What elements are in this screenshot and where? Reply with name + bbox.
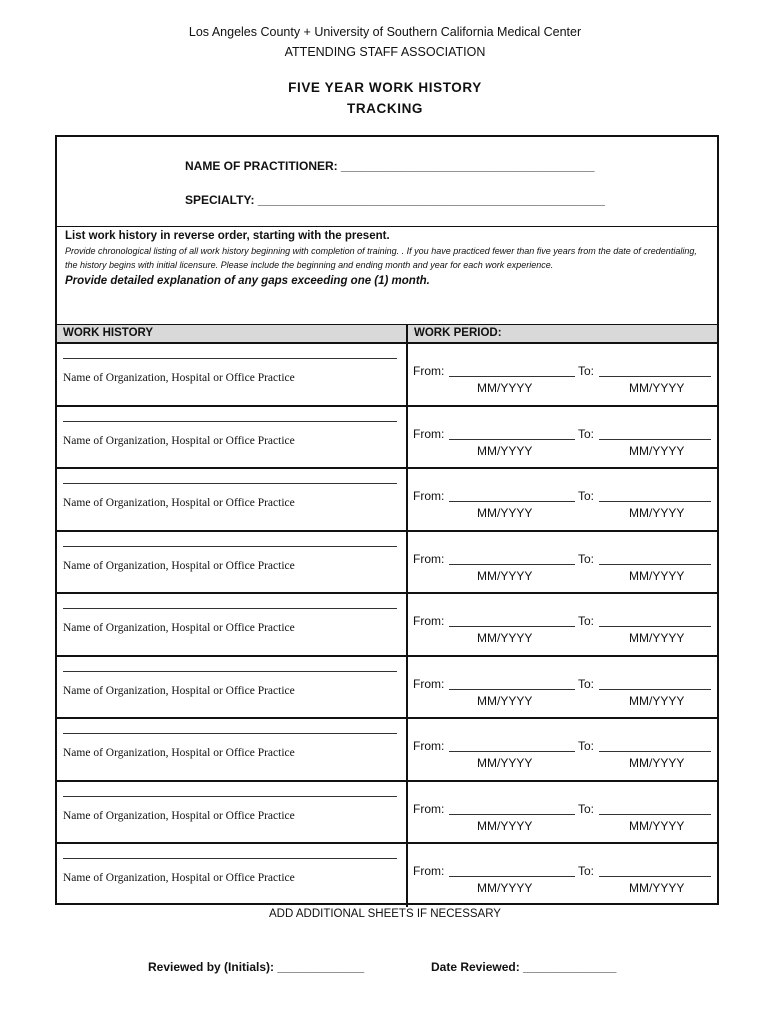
from-label: From:: [413, 614, 445, 628]
to-label: To:: [578, 364, 595, 378]
organization-label: Name of Organization, Hospital or Office Practice: [63, 809, 295, 822]
from-date-input-line[interactable]: [449, 751, 575, 752]
column-divider: [406, 844, 408, 907]
from-date-format-hint: MM/YYYY: [477, 693, 533, 708]
instructions-section: [57, 227, 717, 325]
from-date-format-hint: MM/YYYY: [477, 881, 533, 895]
organization-input-line[interactable]: [63, 608, 397, 609]
from-date-input-line[interactable]: [449, 376, 575, 377]
from-label: From:: [413, 676, 445, 691]
column-divider: [406, 344, 408, 405]
to-label: To:: [578, 864, 595, 878]
organization-label: Name of Organization, Hospital or Office Practice: [63, 372, 295, 384]
to-date-input-line[interactable]: [599, 751, 711, 752]
institution-name: Los Angeles County + University of Southern California Medical Center: [188, 25, 582, 39]
from-date-format-hint: MM/YYYY: [477, 818, 533, 833]
additional-sheets-note: ADD ADDITIONAL SHEETS IF NECESSARY: [269, 908, 501, 920]
specialty-field[interactable]: SPECIALTY: ____________________________________________________: [185, 193, 605, 207]
work-history-rows: [57, 344, 717, 907]
to-label: To:: [578, 426, 595, 441]
to-date-format-hint: MM/YYYY: [629, 756, 685, 770]
table-row: [57, 844, 717, 907]
table-row: [57, 782, 717, 845]
organization-label: Name of Organization, Hospital or Office Practice: [63, 872, 295, 884]
to-date-format-hint: MM/YYYY: [629, 818, 685, 833]
from-label: From:: [413, 364, 445, 378]
practitioner-name-field[interactable]: NAME OF PRACTITIONER: ______________________________________: [185, 159, 595, 173]
organization-input-line[interactable]: [63, 671, 397, 672]
organization-label: Name of Organization, Hospital or Office Practice: [63, 684, 295, 697]
from-date-format-hint: MM/YYYY: [477, 506, 533, 520]
to-date-format-hint: MM/YYYY: [629, 568, 685, 583]
to-date-input-line[interactable]: [599, 689, 711, 690]
to-date-format-hint: MM/YYYY: [629, 381, 685, 395]
organization-input-line[interactable]: [63, 733, 397, 734]
from-date-format-hint: MM/YYYY: [477, 381, 533, 395]
to-date-input-line[interactable]: [599, 501, 711, 502]
from-label: From:: [413, 489, 445, 503]
column-divider: [406, 532, 408, 593]
from-date-input-line[interactable]: [449, 501, 575, 502]
table-row: [57, 594, 717, 657]
gap-explanation-note: Provide detailed explanation of any gaps exceeding one (1) month.: [65, 275, 430, 287]
to-date-format-hint: MM/YYYY: [629, 631, 685, 645]
from-date-format-hint: MM/YYYY: [477, 631, 533, 645]
column-divider: [406, 719, 408, 780]
organization-input-line[interactable]: [63, 358, 397, 359]
table-header: [57, 324, 717, 344]
organization-label: Name of Organization, Hospital or Office Practice: [63, 622, 295, 634]
date-reviewed-field[interactable]: Date Reviewed: ______________: [431, 960, 617, 974]
to-date-format-hint: MM/YYYY: [629, 506, 685, 520]
table-row: [57, 344, 717, 407]
practitioner-info-section: [57, 137, 717, 227]
organization-label: Name of Organization, Hospital or Office Practice: [63, 559, 295, 572]
table-row: [57, 407, 717, 470]
work-period-column-header: WORK PERIOD:: [414, 327, 502, 339]
organization-input-line[interactable]: [63, 546, 397, 547]
from-label: From:: [413, 864, 445, 878]
form-title: FIVE YEAR WORK HISTORY: [288, 80, 482, 95]
organization-label: Name of Organization, Hospital or Office Practice: [63, 747, 295, 759]
from-date-input-line[interactable]: [449, 876, 575, 877]
to-date-input-line[interactable]: [599, 439, 711, 440]
organization-input-line[interactable]: [63, 858, 397, 859]
organization-input-line[interactable]: [63, 796, 397, 797]
to-label: To:: [578, 614, 595, 628]
instructions-text: Provide chronological listing of all work history beginning with completion of training. . If you have practiced fewer than five years from the date of credentialing, the history begins with initial licensure. Please include the beginning and ending month and year for each work experience.: [65, 246, 697, 270]
from-label: From:: [413, 426, 445, 441]
column-divider: [406, 657, 408, 718]
from-date-format-hint: MM/YYYY: [477, 568, 533, 583]
to-date-input-line[interactable]: [599, 626, 711, 627]
instructions-heading: List work history in reverse order, starting with the present.: [65, 230, 390, 242]
organization-input-line[interactable]: [63, 421, 397, 422]
to-label: To:: [578, 489, 595, 503]
from-date-format-hint: MM/YYYY: [477, 443, 533, 458]
column-divider: [406, 469, 408, 530]
from-date-input-line[interactable]: [449, 814, 575, 815]
to-date-input-line[interactable]: [599, 564, 711, 565]
to-date-input-line[interactable]: [599, 814, 711, 815]
to-date-input-line[interactable]: [599, 876, 711, 877]
organization-input-line[interactable]: [63, 483, 397, 484]
to-label: To:: [578, 739, 595, 753]
organization-label: Name of Organization, Hospital or Office Practice: [63, 497, 295, 509]
from-label: From:: [413, 551, 445, 566]
to-label: To:: [578, 551, 595, 566]
to-label: To:: [578, 676, 595, 691]
from-date-input-line[interactable]: [449, 439, 575, 440]
association-name: ATTENDING STAFF ASSOCIATION: [284, 45, 486, 59]
from-date-format-hint: MM/YYYY: [477, 756, 533, 770]
work-history-form: [55, 135, 719, 905]
table-row: [57, 532, 717, 595]
organization-label: Name of Organization, Hospital or Office Practice: [63, 434, 295, 447]
table-row: [57, 469, 717, 532]
column-divider: [406, 594, 408, 655]
to-date-format-hint: MM/YYYY: [629, 693, 685, 708]
reviewed-by-field[interactable]: Reviewed by (Initials): _____________: [148, 960, 365, 974]
work-history-column-header: WORK HISTORY: [63, 327, 154, 339]
table-row: [57, 657, 717, 720]
column-divider: [406, 407, 408, 468]
from-label: From:: [413, 739, 445, 753]
from-date-input-line[interactable]: [449, 689, 575, 690]
from-date-input-line[interactable]: [449, 564, 575, 565]
table-row: [57, 719, 717, 782]
from-label: From:: [413, 801, 445, 816]
form-subtitle: TRACKING: [346, 101, 424, 116]
column-divider: [406, 782, 408, 843]
to-label: To:: [578, 801, 595, 816]
to-date-format-hint: MM/YYYY: [629, 881, 685, 895]
to-date-input-line[interactable]: [599, 376, 711, 377]
to-date-format-hint: MM/YYYY: [629, 443, 685, 458]
from-date-input-line[interactable]: [449, 626, 575, 627]
